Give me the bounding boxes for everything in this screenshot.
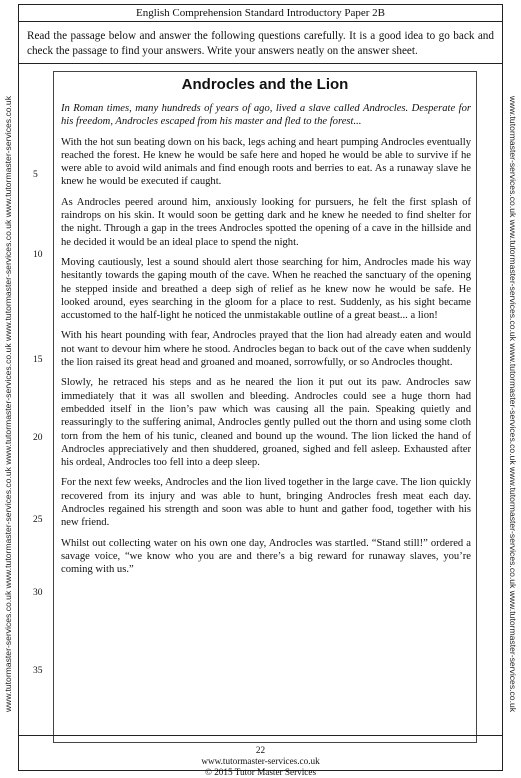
line-number: 15 <box>33 355 43 365</box>
page-footer <box>19 745 502 778</box>
passage-text <box>33 102 471 676</box>
passage-title: Androcles and the Lion <box>181 76 349 93</box>
page-number: 22 <box>255 745 266 755</box>
paragraph: With his heart pounding with fear, Androcles prayed that the lion had already eaten and would not want to devour him where he stood. Androcles began to back out of the cave when suddenly the lion raised its great head and groaned and moaned, sorrowfully, or so Androcles thought. <box>61 330 471 369</box>
watermark-right: www.tutormaster-services.co.uk www.tutormaster-services.co.uk www.tutormaster-services.co.uk www.tutormaster-services.co.uk www.tutormaster-services.co.uk <box>508 96 518 713</box>
divider <box>19 63 502 64</box>
paragraph: For the next few weeks, Androcles and the lion lived together in the large cave. The lion quickly recovered from its injury and was able to hunt, bringing Androcles fresh meat each day. Androcles regained his strength and soon was able to hunt and gather food, together with his new friend. <box>61 477 471 529</box>
paragraph: With the hot sun beating down on his back, legs aching and heart pumping Androcles eventually reached the forest. He knew he would be safe here and hoped he would be able to survive if he were able to avoid wild animals and find enough roots and berries to eat. As a runaway slave he knew he would be executed if caught. <box>61 136 471 188</box>
paper-header: English Comprehension Standard Introductory Paper 2B <box>19 5 502 22</box>
line-number: 30 <box>33 588 43 598</box>
paragraph: Slowly, he retraced his steps and as he neared the lion it put out its paw. Androcles saw immediately that it was all swollen and bleeding. Androcles could see a huge thorn had embedded itself in the lion’s paw which was causing all the pain. Speaking quietly and reassuringly to the suffering animal, Androcles gently pulled out the thorn and using some cloth torn from the hem of his tunic, cleaned and bound up the wound. The lion licked the hand of Androcles appreciatively and then shuddered, groaned, sighed and fell asleep. Exhausted after his ordeal, Androcles too fell into a deep sleep. <box>61 377 471 469</box>
line-number: 25 <box>33 515 43 525</box>
passage-intro: In Roman times, many hundreds of years of ago, lived a slave called Androcles. Desperate for his freedom, Androcles escaped from his master and fled to the forest... <box>61 103 471 128</box>
line-number: 10 <box>33 250 43 260</box>
line-number: 35 <box>33 666 43 676</box>
passage-box <box>33 71 477 743</box>
paragraph: Moving cautiously, lest a sound should alert those searching for him, Androcles made his way hesitantly towards the gaping mouth of the cave. When he reached the sanctuary of the opening he stepped inside and breathed a deep sigh of relief as he knew now he would be safe. He looked around, eyes searching in the gloom for a place to rest. Suddenly, as his sight became accustomed to the half-light he noticed the unmistakable outline of a great beast... a lion! <box>61 256 471 322</box>
watermark-left: www.tutormaster-services.co.uk www.tutormaster-services.co.uk www.tutormaster-services.co.uk www.tutormaster-services.co.uk www.tutormaster-services.co.uk <box>3 96 13 713</box>
paragraph: Whilst out collecting water on his own one day, Androcles was startled. “Stand still!” ordered a savage voice, “we know who you are and there’s a big reward for runaway slaves, you’re coming with us.” <box>61 537 471 576</box>
line-number: 20 <box>33 433 43 443</box>
paragraph: As Androcles peered around him, anxiously looking for pursuers, he felt the first splash of raindrops on his skin. It would soon be getting dark and he knew he needed to find shelter for the night. Through a gap in the trees Androcles spotted the opening of a cave in the hillside and he decided it would be an ideal place to spend the night. <box>61 196 471 248</box>
line-number: 5 <box>33 170 38 180</box>
footer-site: www.tutormaster-services.co.uk <box>201 756 320 766</box>
page-frame <box>18 4 503 777</box>
footer-copyright: © 2015 Tutor Master Services <box>204 767 317 777</box>
footer-divider <box>19 735 502 736</box>
instructions: Read the passage below and answer the following questions carefully. It is a good idea to go back and check the passage to find your answers. Write your answers neatly on the answer sheet. <box>27 30 494 57</box>
